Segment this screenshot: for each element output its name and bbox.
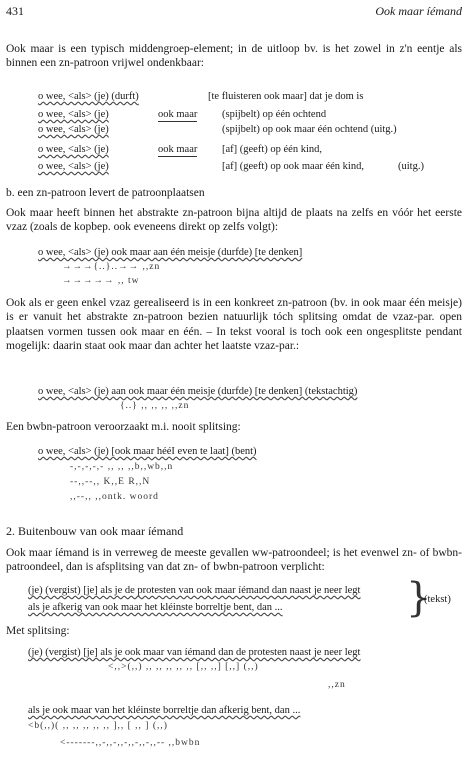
example5-line1: (je) (vergist) [je] als je de protesten van ook maar íémand dan naast je neer legt — [28, 585, 361, 596]
example7-line1: als je ook maar van het kléinste borreltje dan afkerig bent, dan ... — [28, 705, 301, 716]
example1-line5-left: o wee, <als> (je) — [38, 161, 109, 172]
paragraph-2: Ook maar heeft binnen het abstrakte zn-patroon bijna altijd de plaats na zelfs en vóór het eerste vzaz (zoals de kopbep. ook eveneens direkt op zelfs volgt): — [6, 207, 462, 234]
page-number: 431 — [6, 4, 24, 18]
example4-line1: o wee, <als> (je) [ook maar hééI even te laat] (bent) — [38, 446, 257, 457]
example5-tag: (tekst) — [424, 594, 451, 605]
paragraph-4: Een bwbn-patroon veroorzaakt m.i. nooit splitsing: — [6, 421, 241, 433]
example6-line1: (je) (vergist) [je] als je ook maar van íémand dan de protesten naast je neer legt — [28, 647, 361, 658]
example1-line1-left: o wee, <als> (je) (durft) — [38, 91, 139, 102]
example1-line3-right: (spijbelt) op ook maar één ochtend (uitg.) — [222, 124, 397, 135]
example6-arrows2: ,,zn — [328, 680, 346, 690]
running-title: Ook maar íémand — [375, 4, 462, 18]
example3-line1: o wee, <als> (je) aan ook maar één meisje (durfde) [te denken] (tekstachtig) — [38, 386, 358, 397]
example5-line2: als je afkerig van ook maar het kléinste borreltje bent, dan ... — [28, 602, 283, 613]
example7-arrows2: <-------,,-,,-,,-,,-,,-,,-- ,,bwbn — [60, 738, 201, 748]
example1-line5-tag: (uitg.) — [398, 161, 424, 172]
example1-line1-right: [te fluisteren ook maar] dat je dom is — [208, 91, 364, 102]
example6-arrows1: <,,>(,,) ,, ,, ,, ,, ,, [,, ,,] [,,] (,,) — [108, 662, 259, 672]
example3-arrows: {..} ,, ,, ,, ,,zn — [120, 401, 190, 411]
example1-line4-ookmaar: ook maar — [158, 143, 197, 157]
example2-arrows2: →→→→→ ,, tw — [62, 276, 140, 286]
example1-line3-left: o wee, <als> (je) — [38, 124, 109, 135]
paragraph-5: Ook maar íémand is in verreweg de meeste gevallen ww-patroondeel; is het evenwel zn- of bwbn-patroondeel, dan is afsplitsing van dat zn- of bwbn-patroon verplicht: — [6, 547, 462, 574]
example4-arrows2: --,,--,, K,,E R,,N — [70, 477, 151, 487]
example1-line2-ookmaar: ook maar — [158, 108, 197, 122]
example1-line2-right: (spijbelt) op één ochtend — [222, 109, 327, 120]
example4-arrows3: ,,--,, ,,ontk. woord — [70, 492, 159, 502]
example4-arrows1: -,-,-,-,- ,, ,, ,,b,,wb,,n — [70, 462, 174, 472]
example1-line4-right: [af] (geeft) op één kind, — [222, 144, 322, 155]
paragraph-1: Ook maar is een typisch middengroep-element; in de uitloop bv. is het zowel in z'n eentje als binnen een zn-patroon vrijwel ondenkbaar: — [6, 43, 462, 70]
example7-arrows1: <b(,,)( ,, ,, ,, ,, ,, ],, [ ,, ] (,,) — [28, 721, 168, 731]
example1-line2-left: o wee, <als> (je) — [38, 109, 109, 120]
met-splitsing-label: Met splitsing: — [6, 625, 70, 637]
example1-line4-left: o wee, <als> (je) — [38, 144, 109, 155]
example2-line1: o wee, <als> (je) ook maar aan één meisje (durfde) [te denken] — [38, 247, 303, 258]
example2-arrows1: →→→{..}..→→ ,,zn — [62, 262, 161, 272]
section-b-heading: b. een zn-patroon levert de patroonplaatsen — [6, 187, 205, 199]
paragraph-3: Ook als er geen enkel vzaz gerealiseerd is in een konkreet zn-patroon (bv. in ook maar één meisje) is er vanuit het abstrakte zn-patroon bezien natuurlijk tóch splitsing omdat de vzaz-par. open plaatsen vormen tussen ook maar en één. – In tekst vooral is toch ook een ongesplitste pendant mogelijk: daarin staat ook maar dan achter het laatste vzaz-par.: — [6, 297, 462, 353]
section-2-heading: 2. Buitenbouw van ook maar íémand — [6, 524, 184, 538]
example1-line5-right: [af] (geeft) op ook maar één kind, — [222, 161, 364, 172]
brace-glyph: } — [406, 575, 432, 621]
